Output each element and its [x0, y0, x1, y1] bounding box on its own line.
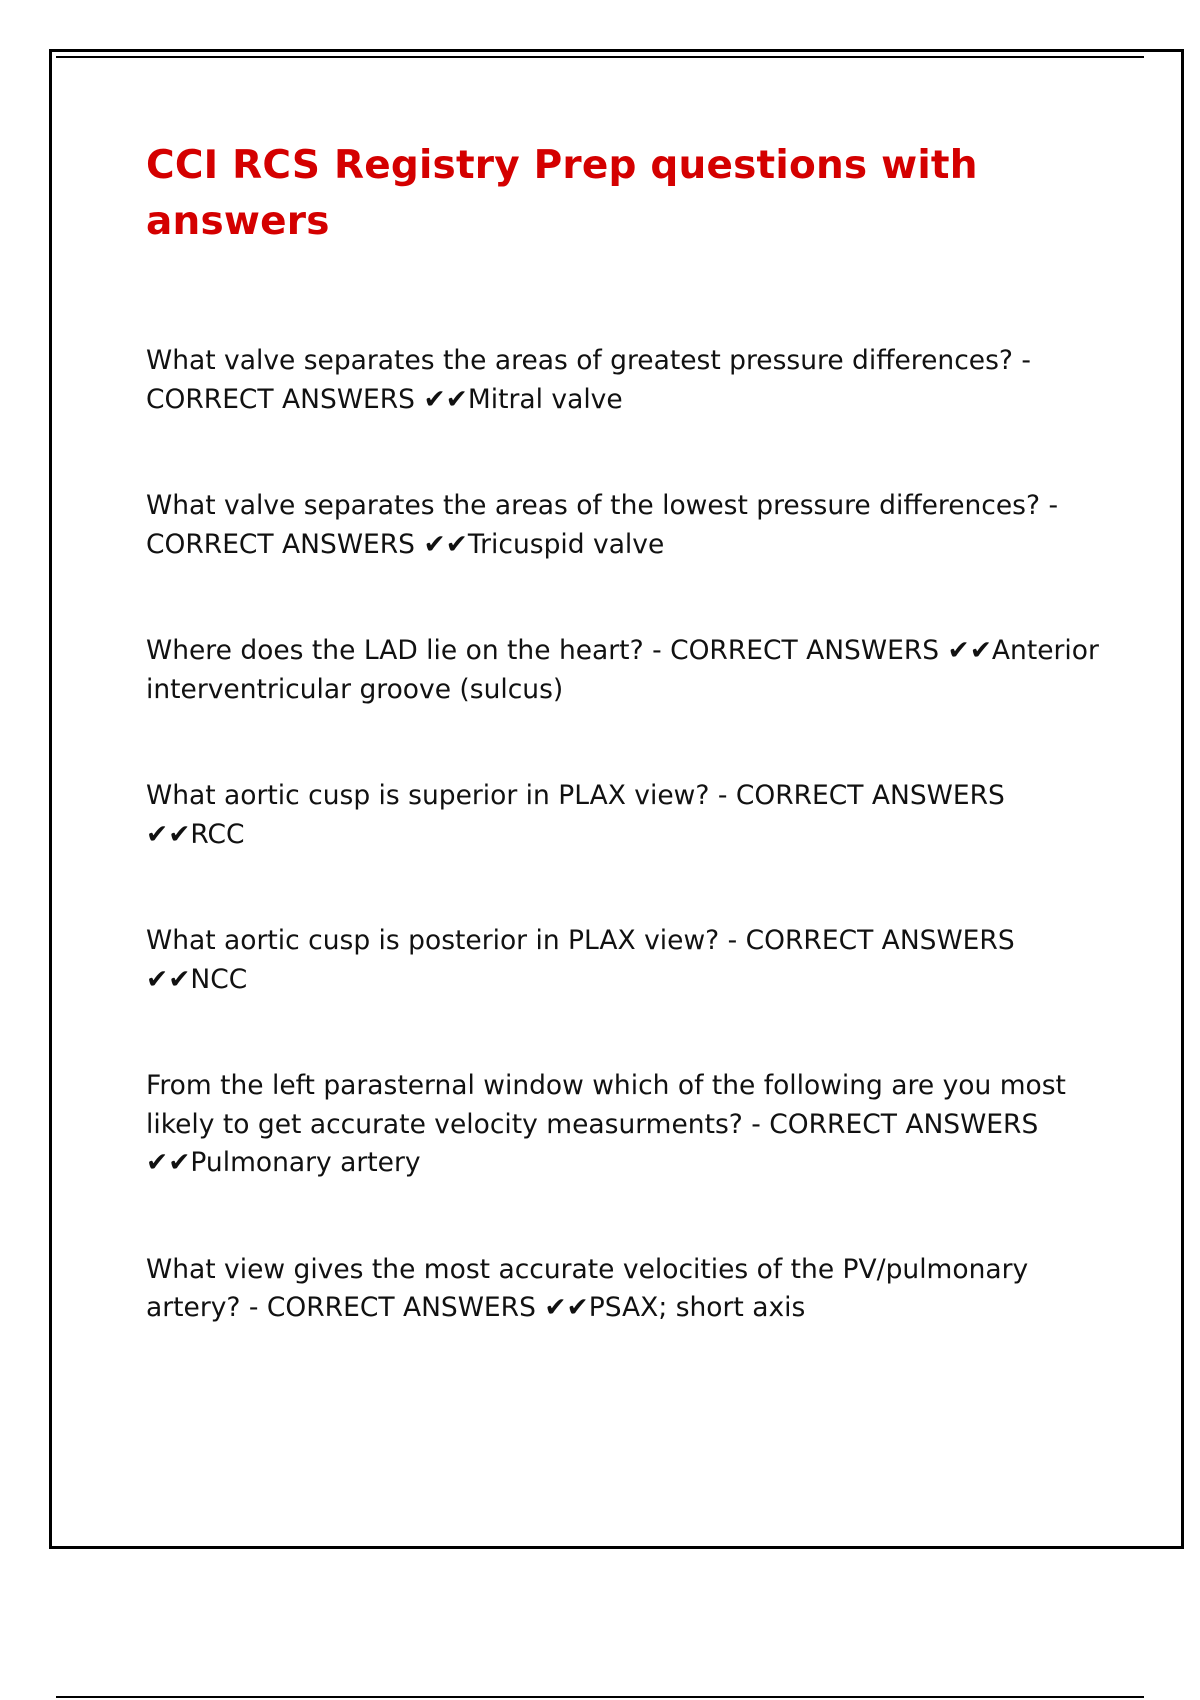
answer-text: NCC	[190, 963, 248, 995]
check-marks: ✔✔	[423, 383, 468, 415]
qa-item: What valve separates the areas of greatest pressure differences? - CORRECT ANSWERS ✔✔Mitral valve	[146, 345, 1040, 415]
qa-item: What view gives the most accurate velocities of the PV/pulmonary artery? - CORRECT ANSWERS ✔✔PSAX; short axis	[146, 1253, 1037, 1323]
answer-text: Tricuspid valve	[467, 528, 665, 560]
bottom-rule	[56, 1696, 1144, 1698]
question-text: Where does the LAD lie on the heart?	[146, 635, 644, 666]
answer-text: PSAX; short axis	[588, 1292, 806, 1323]
qa-item: What aortic cusp is superior in PLAX view? - CORRECT ANSWERS ✔✔RCC	[146, 780, 1005, 850]
check-marks: ✔✔	[544, 1292, 589, 1323]
answer-prefix: CORRECT ANSWERS	[745, 925, 1015, 956]
answer-prefix: CORRECT ANSWERS	[146, 383, 415, 415]
answer-text: Mitral valve	[467, 383, 623, 415]
answer-prefix: CORRECT ANSWERS	[769, 1108, 1039, 1140]
question-text: What valve separates the areas of the lowest pressure differences?	[146, 490, 1041, 521]
answer-text: Pulmonary artery	[190, 1147, 421, 1178]
qa-item: What aortic cusp is posterior in PLAX view? - CORRECT ANSWERS ✔✔NCC	[146, 925, 1015, 995]
qa-item: What valve separates the areas of the lowest pressure differences? - CORRECT ANSWERS ✔✔Tricuspid valve	[146, 490, 1067, 560]
check-marks: ✔✔	[423, 528, 468, 560]
question-text: What valve separates the areas of greatest pressure differences?	[146, 345, 1013, 376]
check-marks: ✔✔	[947, 635, 992, 666]
check-marks: ✔✔	[146, 963, 191, 995]
answer-prefix: CORRECT ANSWERS	[670, 635, 940, 666]
question-text: What aortic cusp is posterior in PLAX view?	[146, 925, 720, 956]
question-text: What view gives the most accurate velocities of the PV/pulmonary artery?	[146, 1253, 1037, 1323]
answer-prefix: CORRECT ANSWERS	[735, 780, 1005, 811]
question-text: From the left parasternal window which of the following are you most likely to get accurate velocity measurments?	[146, 1070, 1075, 1140]
answer-prefix: CORRECT ANSWERS	[266, 1292, 536, 1323]
check-marks: ✔✔	[146, 1147, 191, 1178]
document-title: CCI RCS Registry Prep questions with answers	[146, 143, 978, 244]
document-body	[146, 138, 1106, 1396]
answer-text: RCC	[190, 818, 245, 850]
question-text: What aortic cusp is superior in PLAX view?	[146, 780, 710, 811]
qa-item: Where does the LAD lie on the heart? - CORRECT ANSWERS ✔✔Anterior interventricular groove (sulcus)	[146, 635, 1108, 705]
answer-text: Anterior interventricular groove (sulcus)	[146, 635, 1108, 705]
check-marks: ✔✔	[146, 818, 191, 850]
answer-prefix: CORRECT ANSWERS	[146, 528, 415, 560]
qa-list	[146, 342, 1106, 1328]
qa-item: From the left parasternal window which of the following are you most likely to get accurate velocity measurments? - CORRECT ANSWERS ✔✔Pulmonary artery	[146, 1070, 1075, 1178]
